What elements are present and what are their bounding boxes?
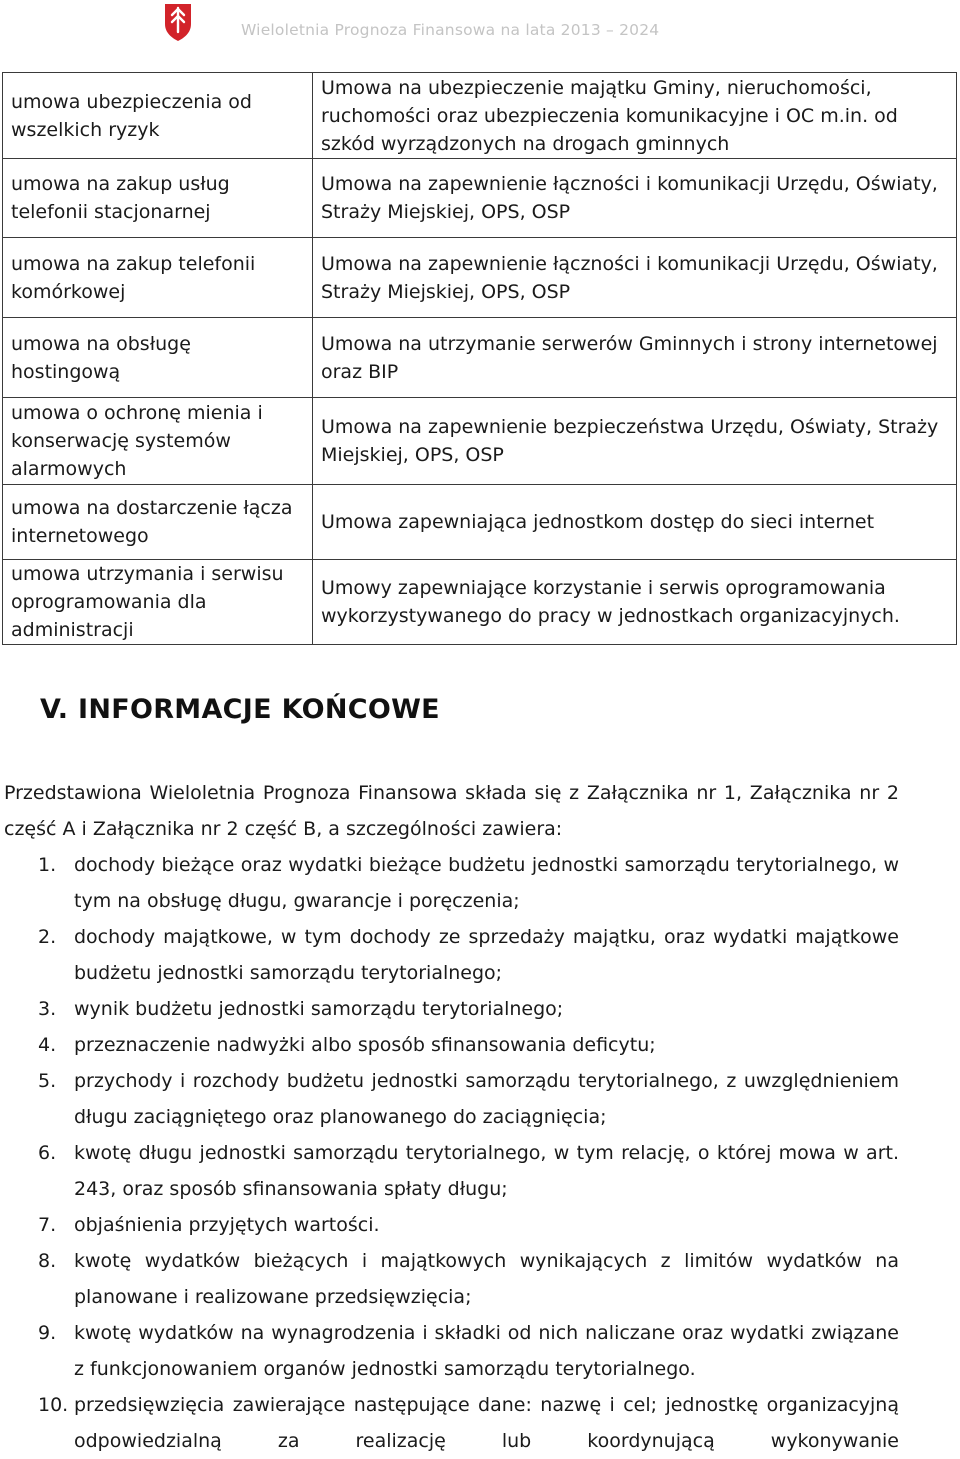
contract-description-cell: Umowa na zapewnienie łączności i komunikacji Urzędu, Oświaty, Straży Miejskiej, OPS, OSP [313,159,957,238]
coat-of-arms-icon [163,2,193,42]
table-row [3,560,957,645]
list-item [38,1063,899,1135]
contract-description-cell: Umowa na zapewnienie bezpieczeństwa Urzędu, Oświaty, Straży Miejskiej, OPS, OSP [313,398,957,485]
list-item-text: przeznaczenie nadwyżki albo sposób sfinansowania deficytu; [74,1034,656,1056]
table-row [3,238,957,318]
contract-description-cell: Umowa na utrzymanie serwerów Gminnych i strony internetowej oraz BIP [313,318,957,398]
list-item-text: przychody i rozchody budżetu jednostki samorządu terytorialnego, z uwzględnieniem długu zaciągniętego oraz planowanego do zaciągnięcia; [74,1070,899,1128]
list-item [38,1027,899,1063]
list-item [38,919,899,991]
list-number: 5. [38,1070,57,1092]
list-number: 2. [38,926,57,948]
list-number: 3. [38,998,57,1020]
list-item [38,991,899,1027]
contract-type-cell: umowa ubezpieczenia od wszelkich ryzyk [3,73,313,159]
contract-type-cell: umowa na dostarczenie łącza internetowego [3,485,313,560]
table-row [3,398,957,485]
contract-description-cell: Umowa na zapewnienie łączności i komunikacji Urzędu, Oświaty, Straży Miejskiej, OPS, OSP [313,238,957,318]
list-number: 10. [38,1394,69,1416]
list-item-text: dochody majątkowe, w tym dochody ze sprzedaży majątku, oraz wydatki majątkowe budżetu jednostki samorządu terytorialnego; [74,926,899,984]
list-item-text: kwotę wydatków bieżących i majątkowych wynikających z limitów wydatków na planowane i realizowane przedsięwzięcia; [74,1250,899,1308]
table-row [3,73,957,159]
list-item [38,1135,899,1207]
contract-description-cell: Umowy zapewniające korzystanie i serwis oprogramowania wykorzystywanego do pracy w jednostkach organizacyjnych. [313,560,957,645]
list-item [38,847,899,919]
contract-type-cell: umowa na obsługę hostingową [3,318,313,398]
table-row [3,159,957,238]
contract-type-cell: umowa na zakup usług telefonii stacjonarnej [3,159,313,238]
list-item-text: kwotę długu jednostki samorządu terytorialnego, w tym relację, o której mowa w art. 243, oraz sposób sfinansowania spłaty długu; [74,1142,899,1200]
list-number: 6. [38,1142,57,1164]
list-number: 8. [38,1250,57,1272]
list-number: 7. [38,1214,57,1236]
section-heading: V. INFORMACJE KOŃCOWE [40,694,440,725]
contract-description-cell: Umowa na ubezpieczenie majątku Gminy, nieruchomości, ruchomości oraz ubezpieczenia komunikacyjne i OC m.in. od szkód wyrządzonych na drogach gminnych [313,73,957,159]
list-item [38,1387,899,1459]
table-row [3,318,957,398]
contract-description-cell: Umowa zapewniająca jednostkom dostęp do sieci internet [313,485,957,560]
list-number: 1. [38,854,57,876]
table-row [3,485,957,560]
list-item [38,1315,899,1387]
running-header: Wieloletnia Prognoza Finansowa na lata 2013 – 2024 [241,21,660,39]
list-item-text: dochody bieżące oraz wydatki bieżące budżetu jednostki samorządu terytorialnego, w tym na obsługę długu, gwarancje i poręczenia; [74,854,899,912]
list-item-text: kwotę wydatków na wynagrodzenia i składki od nich naliczane oraz wydatki związane z funkcjonowaniem organów jednostki samorządu terytorialnego. [74,1322,899,1380]
contents-list [38,847,899,1459]
list-item-text: przedsięwzięcia zawierające następujące dane: nazwę i cel; jednostkę organizacyjną odpowiedzialną za realizację lub koordynującą wykonywanie [74,1394,899,1452]
contracts-table [2,72,957,645]
intro-paragraph: Przedstawiona Wieloletnia Prognoza Finansowa składa się z Załącznika nr 1, Załącznika nr 2 część A i Załącznika nr 2 część B, a szczególności zawiera: [4,782,899,840]
list-number: 9. [38,1322,57,1344]
list-item-text: wynik budżetu jednostki samorządu terytorialnego; [74,998,564,1020]
list-item [38,1243,899,1315]
contract-type-cell: umowa utrzymania i serwisu oprogramowania dla administracji [3,560,313,645]
list-number: 4. [38,1034,57,1056]
list-item [38,1207,899,1243]
contract-type-cell: umowa o ochronę mienia i konserwację systemów alarmowych [3,398,313,485]
contract-type-cell: umowa na zakup telefonii komórkowej [3,238,313,318]
list-item-text: objaśnienia przyjętych wartości. [74,1214,380,1236]
